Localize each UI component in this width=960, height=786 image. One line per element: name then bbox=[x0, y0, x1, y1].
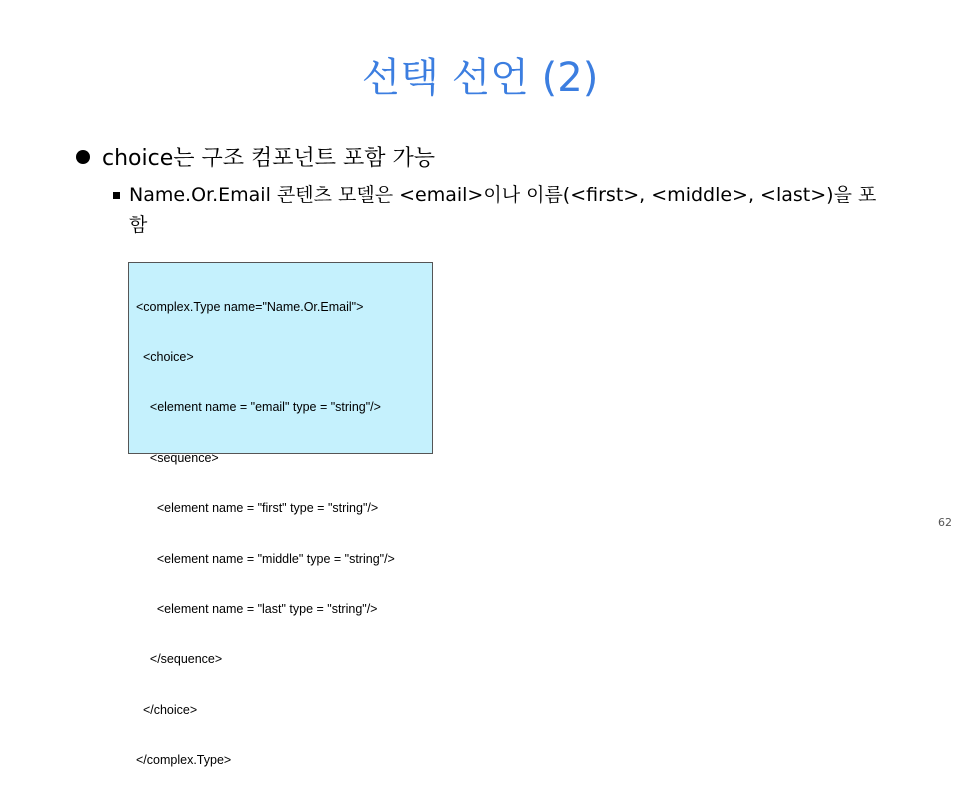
code-line: </sequence> bbox=[136, 652, 223, 667]
slide-title: 선택 선언 (2) bbox=[361, 55, 599, 101]
code-line: </complex.Type> bbox=[136, 753, 232, 768]
bullet-level1 bbox=[76, 143, 435, 175]
code-line: <element name = "middle" type = "string"/> bbox=[136, 551, 395, 566]
bullet-level1-text: choice는 구조 컴포넌트 포함 가능 bbox=[102, 146, 435, 171]
page-number: 62 bbox=[938, 516, 952, 529]
code-line: <sequence> bbox=[136, 450, 219, 465]
code-line: <choice> bbox=[136, 349, 194, 364]
code-line: <element name = "email" type = "string"/> bbox=[136, 400, 381, 415]
code-line: <element name = "first" type = "string"/> bbox=[136, 501, 379, 516]
bullet-level2 bbox=[113, 180, 893, 240]
bullet-level2-text: Name.Or.Email 콘텐츠 모델은 <email>이나 이름(<first>, <middle>, <last>)을 포함 bbox=[129, 184, 877, 236]
code-example-box bbox=[128, 262, 433, 768]
code-line: </choice> bbox=[136, 702, 198, 717]
code-line: <complex.Type name="Name.Or.Email"> bbox=[136, 299, 364, 314]
round-bullet-icon bbox=[76, 150, 90, 164]
square-bullet-icon bbox=[113, 192, 120, 199]
code-line: <element name = "last" type = "string"/> bbox=[136, 601, 378, 616]
